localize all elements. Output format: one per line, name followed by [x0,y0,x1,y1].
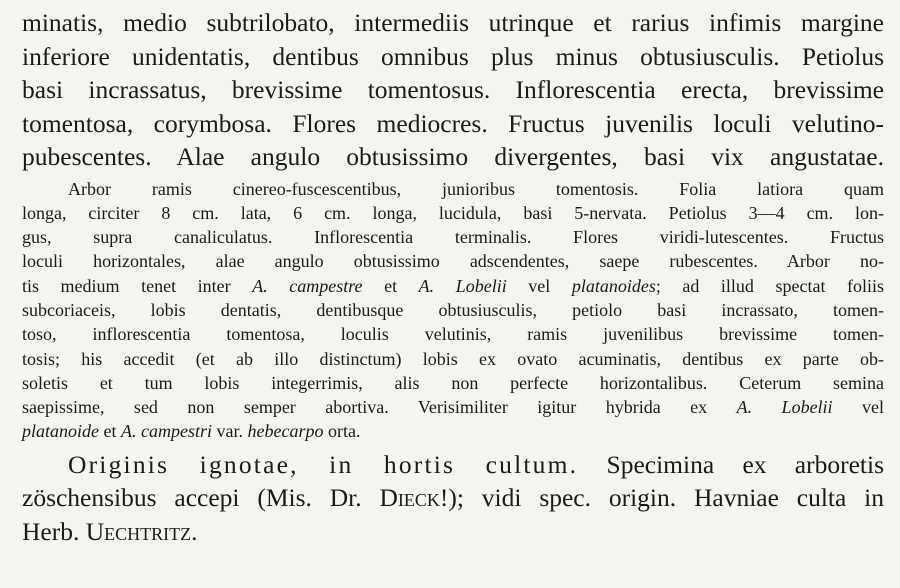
text-run: tis medium tenet inter [22,275,253,296]
text-run: orta. [323,421,361,442]
description-line [22,274,884,298]
species-name: platanoides [571,275,656,296]
main-line: minatis, medio subtrilobato, intermediis utrinque et rarius infimis margine [22,8,884,37]
text-run: Specimina ex arboretis [578,449,885,479]
main-line: inferiore unidentatis, dentibus omnibus plus minus obtusiusculis. Petiolus [22,41,884,71]
text-run: vel [506,275,572,296]
description-line: Arbor ramis cinereo-fuscescentibus, junioribus tomentosis. Folia latiora quam [68,178,884,199]
text-run: saepissime, sed non semper abortiva. Verisimiliter igitur hybrida ex [22,397,737,418]
species-name: platanoide [22,421,99,442]
origin-line [22,448,884,482]
text-run: et [362,275,419,296]
spaced-phrase: Originis ignotae, in hortis cultum. [68,449,579,479]
description-line: toso, inflorescentia tomentosa, loculis velutinis, ramis juvenilibus brevissime tomen- [22,324,884,345]
description-line: loculi horizontales, alae angulo obtusissimo adscendentes, saepe rubescentes. Arbor no- [22,251,884,272]
description-line [22,419,884,443]
text-run: zöschensibus accepi (Mis. Dr. [22,483,380,513]
herbarium-name: Uechtritz [85,516,192,546]
origin-line [22,481,884,515]
species-name: A. campestri [121,421,212,442]
description-line: soletis et tum lobis integerrimis, alis non perfecte horizontalibus. Ceterum semina [22,372,884,393]
variety-name: hebecarpo [247,421,324,442]
collector-name: Dieck [379,483,440,513]
description-line: tosis; his accedit (et ab illo distinctum) lobis ex ovato acuminatis, dentibus ex parte ob- [22,348,884,369]
description-line: longa, circiter 8 cm. lata, 6 cm. longa, lucidula, basi 5-nervata. Petiolus 3—4 cm. lon- [22,202,884,223]
species-name: A. Lobelii [418,275,507,296]
text-run: et [99,421,121,442]
description-line: gus, supra canaliculatus. Inflorescentia terminalis. Flores viridi-lutescentes. Fructus [22,227,884,248]
text-run: . [191,516,198,546]
description-line [22,395,884,419]
text-run: !); vidi spec. origin. Havniae culta in [439,483,884,513]
description-line: subcoriaceis, lobis dentatis, dentibusque obtusiusculis, petiolo basi incrassato, tomen- [22,299,884,320]
main-line: basi incrassatus, brevissime tomentosus. Inflorescentia erecta, brevissime [22,75,884,104]
text-run: var. [211,421,248,442]
description-paragraph [22,177,884,444]
origin-line [22,515,884,549]
species-name: A. campestre [252,275,363,296]
document-page [22,6,884,548]
text-run: vel [832,397,885,418]
main-line: pubescentes. Alae angulo obtusissimo divergentes, basi vix angustatae. [22,142,884,171]
main-line: tomentosa, corymbosa. Flores mediocres. Fructus juvenilis loculi velutino- [22,108,884,138]
species-name: A. Lobelii [736,397,833,418]
main-paragraph [22,6,884,174]
text-run: Herb. [22,516,86,546]
origin-paragraph [22,448,884,549]
text-run: ; ad illud spectat foliis [655,275,885,296]
